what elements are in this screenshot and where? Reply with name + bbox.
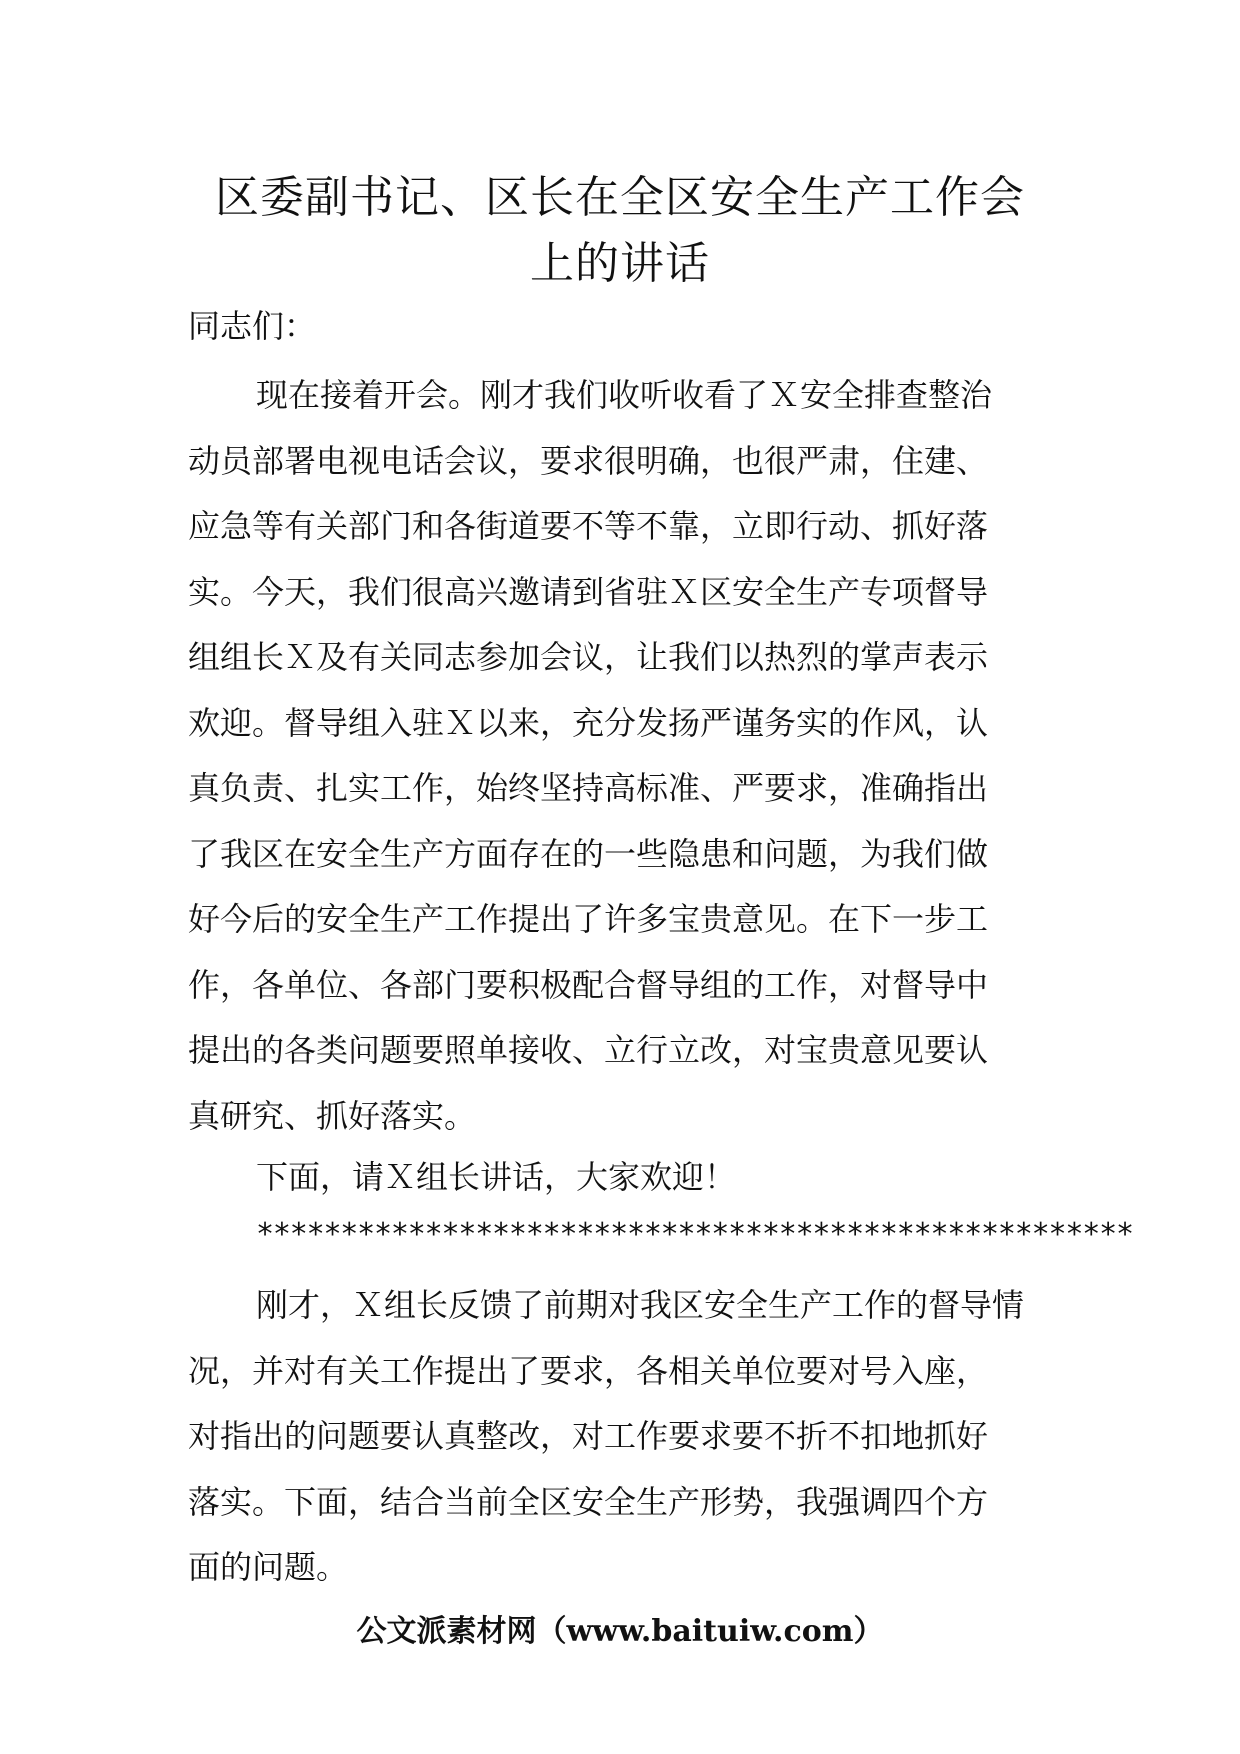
asterisk-separator: **************************************************** (256, 1217, 1133, 1252)
paragraph-3-line: 况，并对有关工作提出了要求，各相关单位要对号入座， (188, 1351, 989, 1390)
paragraph-1 (188, 363, 1058, 1149)
paragraph-3-line: 面的问题。 (188, 1548, 349, 1586)
paragraph-1-line: 了我区在安全生产方面存在的一些隐患和问题，为我们做 (188, 834, 989, 873)
paragraph-1-line: 作，各单位、各部门要积极配合督导组的工作，对督导中 (188, 965, 989, 1004)
paragraph-1-line: 真研究、抓好落实。 (188, 1096, 477, 1135)
paragraph-3-line: 对指出的问题要认真整改，对工作要求要不折不扣地抓好 (188, 1417, 989, 1455)
paragraph-3-line: 刚才，Ｘ组长反馈了前期对我区安全生产工作的督导情 (256, 1286, 1025, 1324)
document-title-line-2: 上的讲话 (530, 238, 710, 289)
paragraph-1-line: 好今后的安全生产工作提出了许多宝贵意见。在下一步工 (188, 900, 989, 938)
paragraph-3 (188, 1273, 1058, 1601)
paragraph-1-line: 提出的各类问题要照单接收、立行立改，对宝贵意见要认 (188, 1031, 989, 1069)
paragraph-2 (188, 1145, 1058, 1211)
paragraph-1-line: 应急等有关部门和各街道要不等不靠，立即行动、抓好落 (188, 507, 989, 545)
paragraph-1-line: 组组长Ｘ及有关同志参加会议，让我们以热烈的掌声表示 (188, 638, 989, 676)
document-title-line-1: 区委副书记、区长在全区安全生产工作会 (215, 172, 1025, 223)
paragraph-2-line: 下面，请Ｘ组长讲话，大家欢迎！ (256, 1158, 737, 1196)
paragraph-1-line: 真负责、扎实工作，始终坚持高标准、严要求，准确指出 (188, 769, 989, 807)
footer-watermark-text: 公文派素材网（www.baituiw.com） (356, 1614, 884, 1649)
salutation: 同志们： (188, 307, 317, 345)
paragraph-1-line: 现在接着开会。刚才我们收听收看了Ｘ安全排查整治 (256, 376, 993, 414)
paragraph-1-line: 动员部署电视电话会议，要求很明确，也很严肃，住建、 (188, 441, 989, 480)
paragraph-3-line: 落实。下面，结合当前全区安全生产形势，我强调四个方 (188, 1482, 989, 1521)
paragraph-1-line: 实。今天，我们很高兴邀请到省驻Ｘ区安全生产专项督导 (188, 572, 989, 611)
paragraph-1-line: 欢迎。督导组入驻Ｘ以来，充分发扬严谨务实的作风，认 (188, 703, 989, 742)
